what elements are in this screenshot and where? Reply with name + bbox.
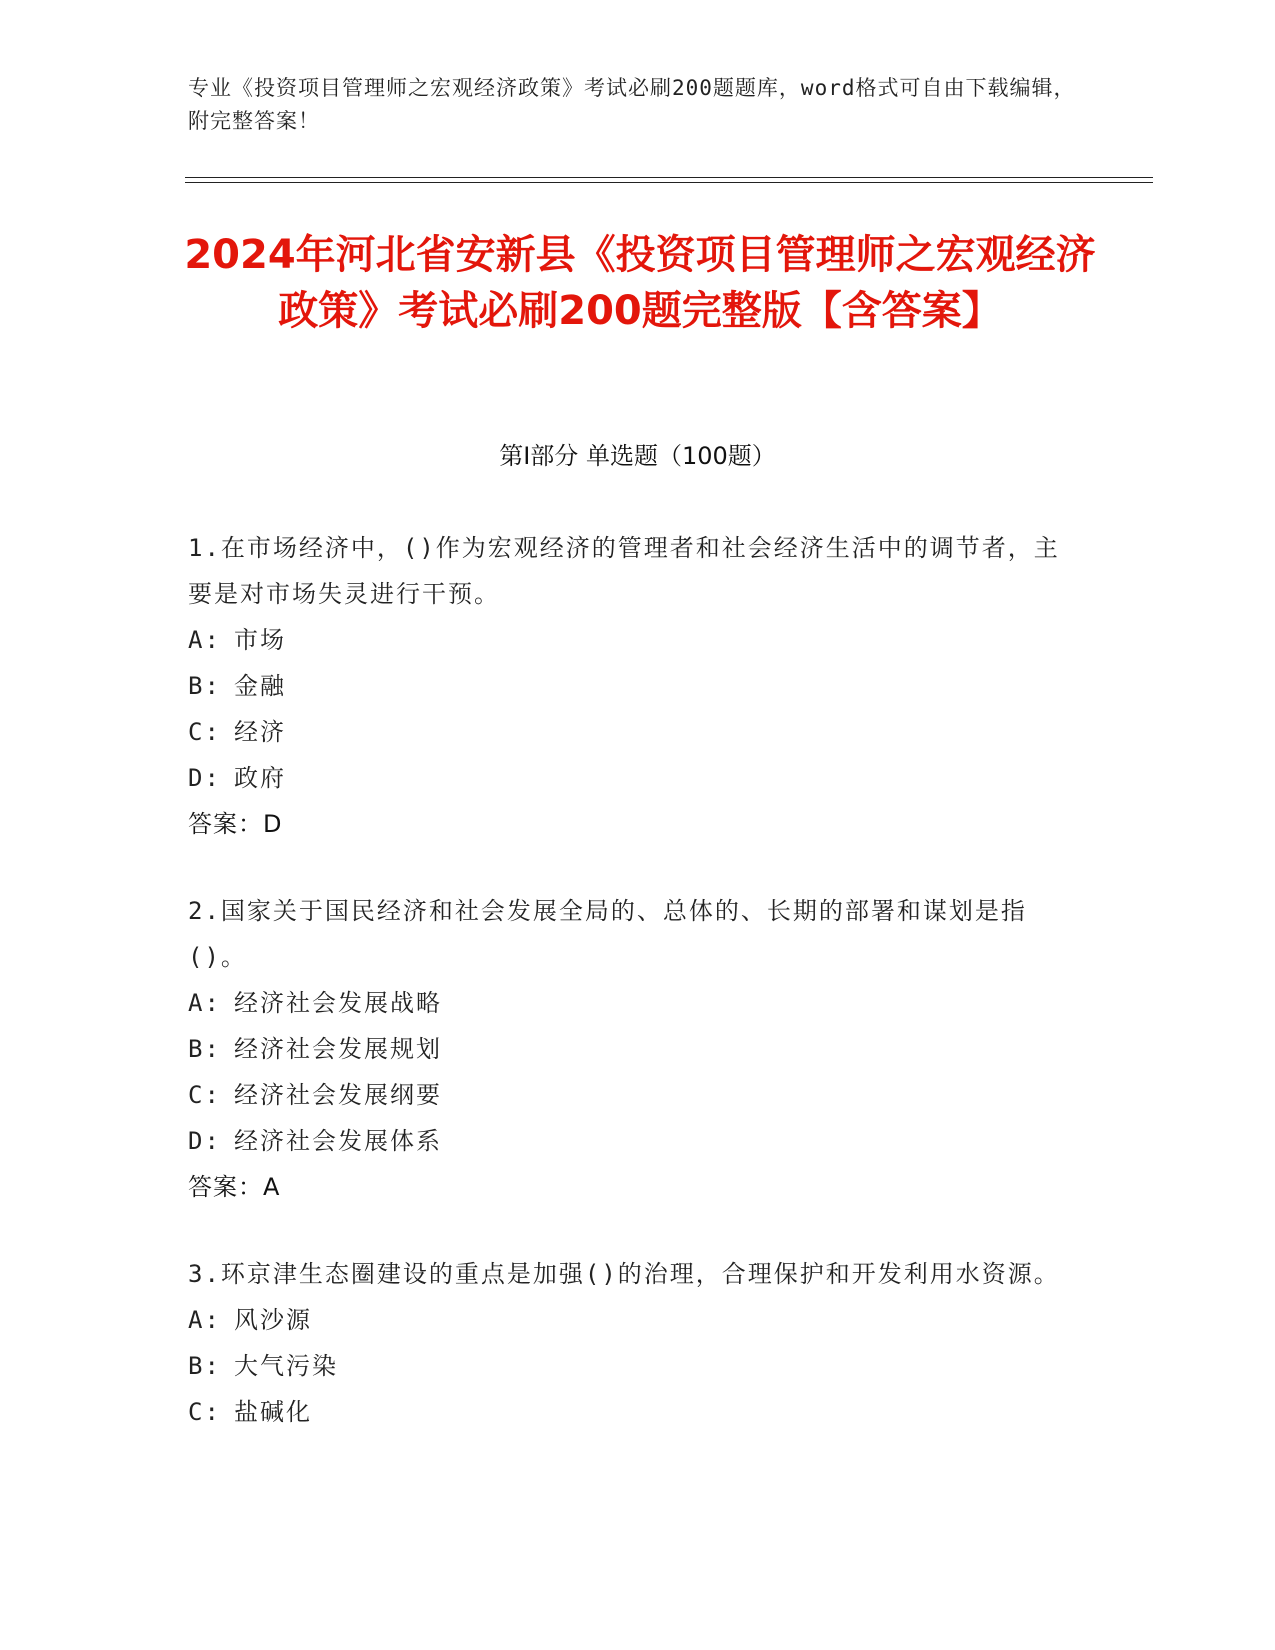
option-letter: B: [188, 1352, 221, 1380]
option-c [188, 709, 1068, 755]
question-3 [188, 1251, 1068, 1435]
option-letter: A: [188, 989, 221, 1017]
option-letter: B: [188, 672, 221, 700]
option-letter: C: [188, 1398, 221, 1426]
option-letter: C: [188, 718, 221, 746]
option-text: 风沙源 [234, 1306, 312, 1334]
question-2 [188, 888, 1068, 1210]
option-text: 经济社会发展体系 [234, 1127, 442, 1155]
header-rule-top [185, 177, 1153, 178]
option-text: 金融 [234, 672, 286, 700]
option-c [188, 1072, 1068, 1118]
option-letter: B: [188, 1035, 221, 1063]
option-letter: A: [188, 626, 221, 654]
question-stem: 2.国家关于国民经济和社会发展全局的、总体的、长期的部署和谋划是指()。 [188, 897, 1027, 971]
option-text: 市场 [234, 626, 286, 654]
option-text: 经济社会发展规划 [234, 1035, 442, 1063]
option-a [188, 980, 1068, 1026]
option-letter: C: [188, 1081, 221, 1109]
option-letter: D: [188, 1127, 221, 1155]
section-heading: 第I部分 单选题（100题） [499, 442, 776, 470]
option-a [188, 1297, 1068, 1343]
option-letter: D: [188, 764, 221, 792]
answer-line: 答案：A [188, 1173, 281, 1201]
option-b [188, 1343, 1068, 1389]
option-text: 大气污染 [234, 1352, 338, 1380]
question-stem: 3.环京津生态圈建设的重点是加强()的治理，合理保护和开发利用水资源。 [188, 1260, 1060, 1288]
option-letter: A: [188, 1306, 221, 1334]
option-b [188, 663, 1068, 709]
option-text: 政府 [234, 764, 286, 792]
header-note: 专业《投资项目管理师之宏观经济政策》考试必刷200题题库，word格式可自由下载编辑，附完整答案！ [188, 76, 1076, 133]
option-a [188, 617, 1068, 663]
option-d [188, 755, 1068, 801]
option-d [188, 1118, 1068, 1164]
document-title: 2024年河北省安新县《投资项目管理师之宏观经济政策》考试必刷200题完整版【含答案】 [184, 232, 1096, 334]
option-c [188, 1389, 1068, 1435]
answer-line: 答案：D [188, 810, 283, 838]
option-text: 经济社会发展战略 [234, 989, 442, 1017]
header-rule-bottom [185, 182, 1153, 183]
option-text: 盐碱化 [234, 1398, 312, 1426]
option-text: 经济社会发展纲要 [234, 1081, 442, 1109]
question-1 [188, 525, 1068, 847]
option-text: 经济 [234, 718, 286, 746]
option-b [188, 1026, 1068, 1072]
question-stem: 1.在市场经济中，()作为宏观经济的管理者和社会经济生活中的调节者，主要是对市场失灵进行干预。 [188, 534, 1060, 608]
